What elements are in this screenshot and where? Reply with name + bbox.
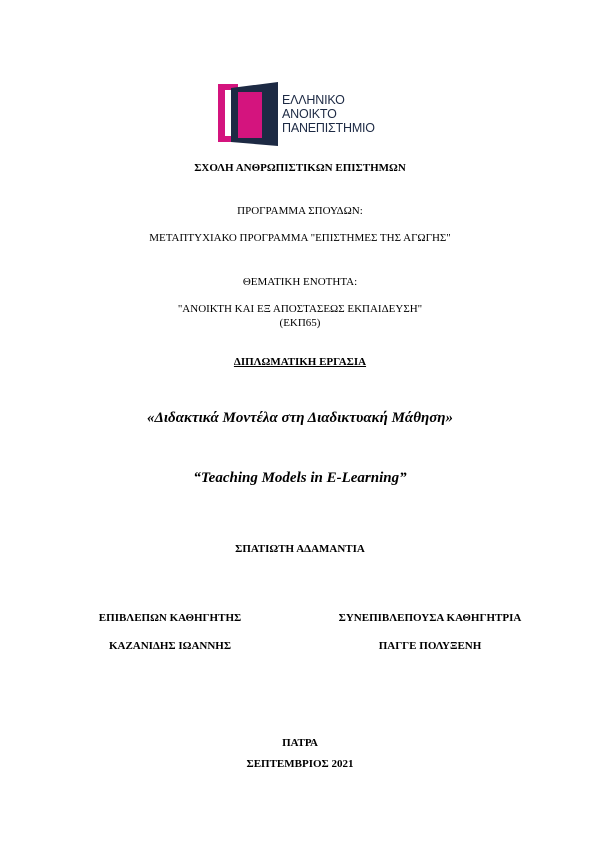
supervisor-name: ΚΑΖΑΝΙΔΗΣ ΙΩΑΝΝΗΣ: [108, 640, 232, 652]
unit-label: ΘΕΜΑΤΙΚΗ ΕΝΟΤΗΤΑ:: [242, 276, 358, 288]
university-logo: [218, 80, 388, 146]
author-name: ΣΠΑΤΙΩΤΗ ΑΔΑΜΑΝΤΙΑ: [235, 543, 365, 555]
supervisor-role: ΕΠΙΒΛΕΠΩΝ ΚΑΘΗΓΗΤΗΣ: [98, 612, 242, 624]
thesis-label: ΔΙΠΛΩΜΑΤΙΚΗ ΕΡΓΑΣΙΑ: [233, 356, 367, 368]
logo-text: [282, 93, 375, 135]
thesis-title-english: “Teaching Models in E-Learning”: [193, 470, 407, 486]
program-label: ΠΡΟΓΡΑΜΜΑ ΣΠΟΥΔΩΝ:: [237, 205, 363, 217]
school-name: ΣΧΟΛΗ ΑΝΘΡΩΠΙΣΤΙΚΩΝ ΕΠΙΣΤΗΜΩΝ: [194, 162, 406, 174]
date: ΣΕΠΤΕΜΒΡΙΟΣ 2021: [246, 758, 354, 770]
thesis-title-greek: «Διδακτικά Μοντέλα στη Διαδικτυακή Μάθηση»: [146, 410, 454, 426]
program-name: ΜΕΤΑΠΤΥΧΙΑΚΟ ΠΡΟΓΡΑΜΜΑ "ΕΠΙΣΤΗΜΕΣ ΤΗΣ ΑΓΩΓΗΣ": [149, 232, 451, 244]
logo-line-2: ΑΝΟΙΚΤΟ: [282, 107, 337, 121]
logo-line-3: ΠΑΝΕΠΙΣΤΗΜΙΟ: [282, 121, 375, 135]
university-emblem-icon: [218, 80, 280, 146]
city: ΠΑΤΡΑ: [282, 737, 318, 749]
co-supervisor-name: ΠΑΓΓΕ ΠΟΛΥΞΕΝΗ: [378, 640, 482, 652]
unit-code: (ΕΚΠ65): [279, 317, 321, 329]
logo-line-1: ΕΛΛΗΝΙΚΟ: [282, 93, 345, 107]
co-supervisor-role: ΣΥΝΕΠΙΒΛΕΠΟΥΣΑ ΚΑΘΗΓΗΤΡΙΑ: [338, 612, 522, 624]
unit-name: "ΑΝΟΙΚΤΗ ΚΑΙ ΕΞ ΑΠΟΣΤΑΣΕΩΣ ΕΚΠΑΙΔΕΥΣΗ": [177, 303, 423, 315]
